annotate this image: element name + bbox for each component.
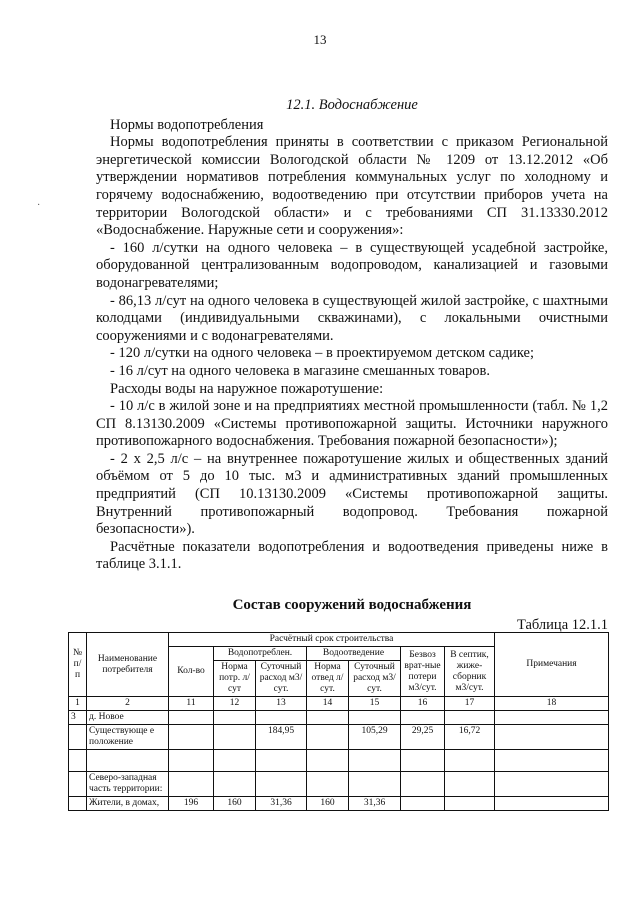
header-daily-disp: Суточный расход м3/сут. xyxy=(349,661,401,697)
table-cell xyxy=(256,772,307,797)
paragraph: Расходы воды на наружное пожаротушение: xyxy=(110,380,384,397)
table-cell xyxy=(69,797,87,811)
table-cell: 14 xyxy=(307,697,349,711)
paragraph: - 160 л/сутки на одного человека – в существующей усадебной застройке, оборудованной централизованным водопроводом, канализацией и газовыми водонагревателями; xyxy=(96,239,608,291)
margin-dot: · xyxy=(37,200,41,211)
table-cell xyxy=(69,772,87,797)
paragraph: - 16 л/сут на одного человека в магазине смешанных товаров. xyxy=(110,362,491,379)
table-cell xyxy=(214,711,256,725)
table-cell xyxy=(495,725,609,750)
table-cell xyxy=(169,711,214,725)
document-body xyxy=(96,97,608,574)
paragraph: - 10 л/с в жилой зоне и на предприятиях местной промышленности (табл. № 1,2 СП 8.13130.2009 «Системы противопожарной защиты. Источники наружного противопожарного водоснабжения. Требования пожарной безопасности»); xyxy=(96,398,608,450)
header-septic: В септик, жиже-сборник м3/сут. xyxy=(445,647,495,697)
table-cell: 1 xyxy=(69,697,87,711)
paragraph: - 86,13 л/сут на одного человека в существующей жилой застройке, с шахтными колодцами (индивидуальными скважинами), с локальными очистными сооружениями и с водонагревателями. xyxy=(96,292,608,344)
table-cell xyxy=(214,750,256,772)
table-cell: 196 xyxy=(169,797,214,811)
header-disposal: Водоотведение xyxy=(307,647,401,661)
table-cell xyxy=(214,725,256,750)
table-cell xyxy=(307,772,349,797)
table-cell xyxy=(349,772,401,797)
table-cell: 17 xyxy=(445,697,495,711)
table-cell xyxy=(445,797,495,811)
table-cell xyxy=(401,772,445,797)
table-cell: 16,72 xyxy=(445,725,495,750)
table-cell: 18 xyxy=(495,697,609,711)
table-row xyxy=(69,725,609,750)
table-cell: 31,36 xyxy=(256,797,307,811)
table-cell: Существующе е положение xyxy=(87,725,169,750)
table-cell xyxy=(307,750,349,772)
paragraph: Расчётные показатели водопотребления и водоотведения приведены ниже в таблице 3.1.1. xyxy=(96,538,608,573)
table-cell xyxy=(169,772,214,797)
table-cell xyxy=(495,750,609,772)
section-title: 12.1. Водоснабжение xyxy=(286,97,418,113)
table-row xyxy=(69,772,609,797)
header-losses: Безвоз врат-ные потери м3/сут. xyxy=(401,647,445,697)
table-cell xyxy=(349,750,401,772)
header-norm-use: Норма потр. л/сут xyxy=(214,661,256,697)
table-cell xyxy=(87,750,169,772)
table-cell xyxy=(445,711,495,725)
table-cell: 15 xyxy=(349,697,401,711)
table-cell xyxy=(401,750,445,772)
table-row xyxy=(69,797,609,811)
table-cell xyxy=(495,711,609,725)
table-cell xyxy=(169,725,214,750)
header-daily-use: Суточный расход м3/сут. xyxy=(256,661,307,697)
table-cell: 2 xyxy=(87,697,169,711)
table-cell: Жители, в домах, xyxy=(87,797,169,811)
table-cell: 105,29 xyxy=(349,725,401,750)
header-row xyxy=(69,633,609,647)
table-cell xyxy=(256,750,307,772)
table-cell xyxy=(495,797,609,811)
paragraph: Нормы водопотребления xyxy=(110,116,264,133)
table-cell xyxy=(495,772,609,797)
header-group: Расчётный срок строительства xyxy=(169,633,495,647)
table-cell xyxy=(256,711,307,725)
paragraph: - 120 л/сутки на одного человека – в проектируемом детском садике; xyxy=(110,345,535,362)
table-cell: 29,25 xyxy=(401,725,445,750)
table-label: Таблица 12.1.1 xyxy=(516,617,608,633)
table-cell xyxy=(401,711,445,725)
table-cell: 31,36 xyxy=(349,797,401,811)
table-cell: 184,95 xyxy=(256,725,307,750)
table-cell xyxy=(69,725,87,750)
table-cell: д. Новое xyxy=(87,711,169,725)
table-cell: 13 xyxy=(256,697,307,711)
index-row xyxy=(69,697,609,711)
paragraph: Нормы водопотребления приняты в соответствии с приказом Региональной энергетической комиссии Вологодской области № 1209 от 13.12.2012 «Об утверждении нормативов потребления коммунальных услуг по холодному и горячему водоснабжению, водоотведению при отсутствии приборов учета на территории Вологодской области» и с требованиями СП 31.13330.2012 «Водоснабжение. Наружные сети и сооружения»: xyxy=(96,134,608,239)
paragraph: - 2 х 2,5 л/с – на внутреннее пожаротушение жилых и общественных зданий объёмом от 5 до 10 тыс. м3 и административных зданий промышленных предприятий (СП 10.13130.2009 «Системы противопожарной защиты. Внутренний противопожарный водопровод. Требования пожарной безопасности»). xyxy=(96,450,608,538)
table-cell: Северо-западная часть территории: xyxy=(87,772,169,797)
table-cell xyxy=(169,750,214,772)
table-cell xyxy=(307,725,349,750)
table-cell: 12 xyxy=(214,697,256,711)
header-num: № п/ п xyxy=(69,633,87,697)
table-cell xyxy=(214,772,256,797)
table-row xyxy=(69,750,609,772)
table-cell xyxy=(445,772,495,797)
header-count: Кол-во xyxy=(169,647,214,697)
table-cell xyxy=(401,797,445,811)
table-cell: 160 xyxy=(307,797,349,811)
header-name: Наименование потребителя xyxy=(87,633,169,697)
header-consumption: Водопотреблен. xyxy=(214,647,307,661)
table-cell: 160 xyxy=(214,797,256,811)
page-number: 13 xyxy=(313,32,327,47)
table-cell: 11 xyxy=(169,697,214,711)
header-notes: Примечания xyxy=(495,633,609,697)
table-cell: 16 xyxy=(401,697,445,711)
table-row xyxy=(69,711,609,725)
table-cell: 3 xyxy=(69,711,87,725)
table-cell xyxy=(349,711,401,725)
table-cell xyxy=(445,750,495,772)
water-supply-table xyxy=(68,632,609,811)
table-cell xyxy=(307,711,349,725)
table-cell xyxy=(69,750,87,772)
table-caption: Состав сооружений водоснабжения xyxy=(232,597,472,613)
header-norm-disp: Норма отвед л/сут. xyxy=(307,661,349,697)
